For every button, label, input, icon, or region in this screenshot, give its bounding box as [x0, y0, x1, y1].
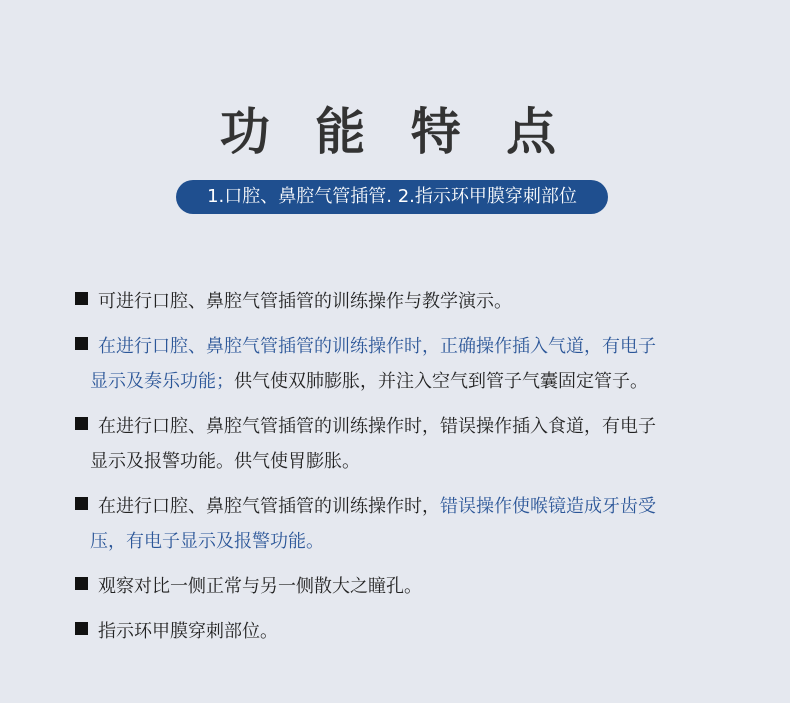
feature-3-line-1: 在进行口腔、鼻腔气管插管的训练操作时，错误操作插入食道，有电子 [98, 416, 656, 437]
square-bullet-icon [75, 622, 88, 635]
feature-text-4 [90, 489, 745, 559]
feature-4-blue-line-1: 错误操作使喉镜造成牙齿受 [440, 496, 656, 517]
feature-2-blue-line-1: 在进行口腔、鼻腔气管插管的训练操作时，正确操作插入气道，有电子 [98, 336, 656, 357]
square-bullet-icon [75, 497, 88, 510]
square-bullet-icon [75, 577, 88, 590]
square-bullet-icon [75, 292, 88, 305]
square-bullet-icon [75, 337, 88, 350]
feature-summary-badge: 1.口腔、鼻腔气管插管. 2.指示环甲膜穿刺部位 [176, 180, 608, 214]
feature-1-text: 可进行口腔、鼻腔气管插管的训练操作与教学演示。 [98, 291, 512, 312]
feature-item-3 [75, 409, 745, 479]
feature-text-2 [90, 329, 745, 399]
feature-text-5 [98, 569, 745, 604]
feature-4-blue-line-2: 压，有电子显示及报警功能。 [90, 531, 324, 552]
feature-list [75, 284, 745, 659]
feature-item-5 [75, 569, 745, 604]
feature-text-1 [98, 284, 745, 319]
square-bullet-icon [75, 417, 88, 430]
feature-text-6 [98, 614, 745, 649]
feature-2-blue-line-2: 显示及奏乐功能； [90, 371, 234, 392]
feature-3-line-2: 显示及报警功能。供气使胃膨胀。 [90, 451, 360, 472]
feature-item-2 [75, 329, 745, 399]
feature-item-1 [75, 284, 745, 319]
page-title: 功 能 特 点 [219, 103, 571, 161]
feature-2-line-2 [90, 364, 745, 399]
feature-text-3 [90, 409, 745, 479]
feature-item-6 [75, 614, 745, 649]
feature-6-text: 指示环甲膜穿刺部位。 [98, 621, 278, 642]
feature-item-4 [75, 489, 745, 559]
feature-2-plain-line-2: 供气使双肺膨胀，并注入空气到管子气囊固定管子。 [234, 371, 648, 392]
feature-5-text: 观察对比一侧正常与另一侧散大之瞳孔。 [98, 576, 422, 597]
feature-4-plain-line-1: 在进行口腔、鼻腔气管插管的训练操作时， [98, 496, 440, 517]
